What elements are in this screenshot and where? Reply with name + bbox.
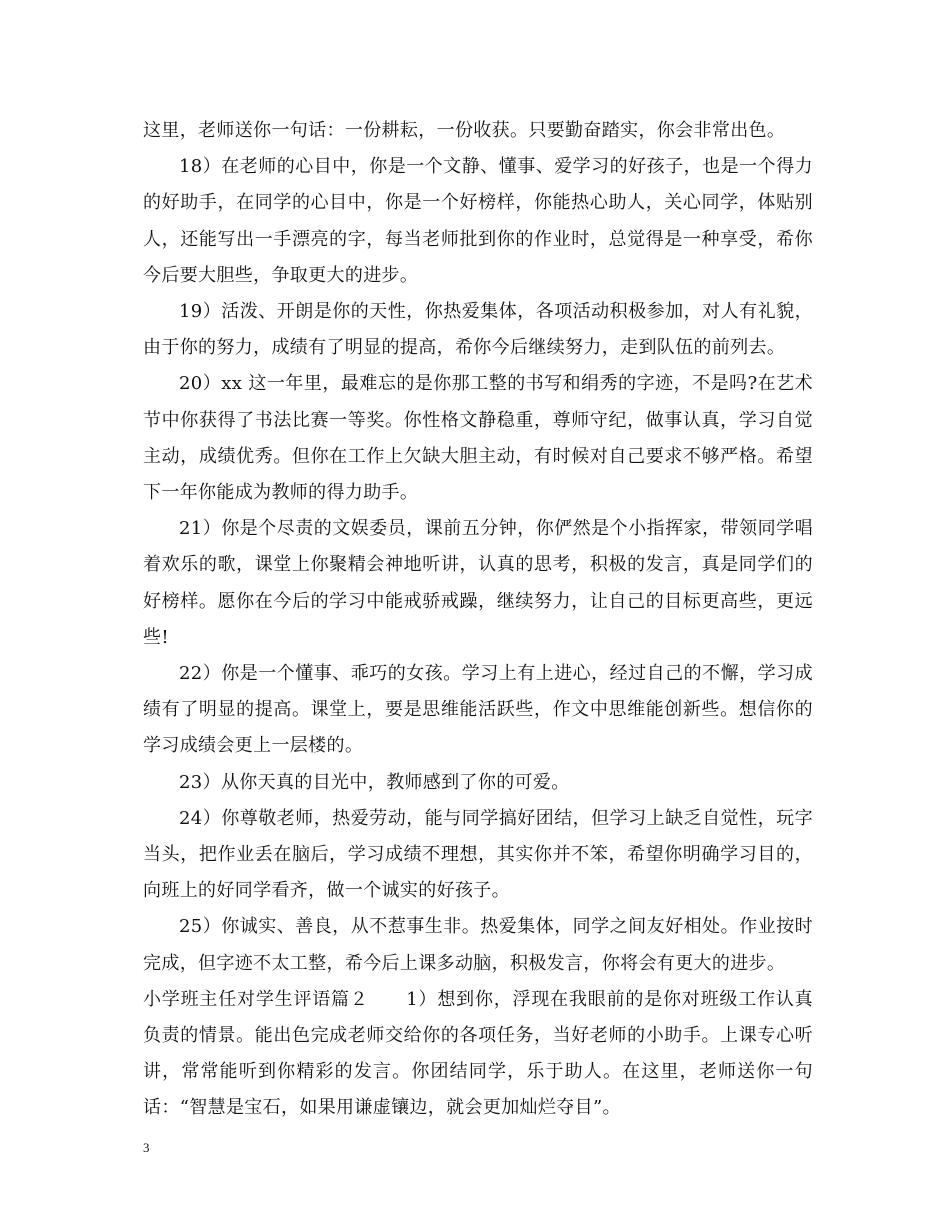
paragraph: 这里，老师送你一句话：一份耕耘，一份收获。只要勤奋踏实，你会非常出色。	[143, 120, 786, 141]
paragraph: 小学班主任对学生评语篇２ 1）想到你，浮现在我眼前的是你对班级工作认真负责的情景。能出色完成老师交给你的各项任务，当好老师的小助手。上课专心听讲，常常能听到你精彩的发言。你团结同学，乐于助人。在这里，老师送你一句话：“智慧是宝石，如果用谦虚镶边，就会更加灿烂夺目”。	[143, 988, 813, 1119]
paragraph: 20）xx 这一年里，最难忘的是你那工整的书写和绢秀的字迹，不是吗?在艺术节中你获得了书法比赛一等奖。你性格文静稳重，尊师守纪，做事认真，学习自觉主动，成绩优秀。但你在工作上欠缺大胆主动，有时候对自己要求不够严格。希望下一年你能成为教师的得力助手。	[143, 373, 813, 504]
document-body	[143, 113, 813, 1127]
paragraph: 25）你诚实、善良，从不惹事生非。热爱集体，同学之间友好相处。作业按时完成，但字迹不太工整，希今后上课多动脑，积极发言，你将会有更大的进步。	[143, 916, 813, 974]
paragraph: 23）从你天真的目光中，教师感到了你的可爱。	[179, 771, 570, 793]
paragraph: 22）你是一个懂事、乖巧的女孩。学习上有上进心，经过自己的不懈，学习成绩有了明显的提高。课堂上，要是思维能活跃些，作文中思维能创新些。想信你的学习成绩会更上一层楼的。	[143, 663, 813, 757]
paragraph: 19）活泼、开朗是你的天性，你热爱集体，各项活动积极参加，对人有礼貌，由于你的努力，成绩有了明显的提高，希你今后继续努力，走到队伍的前列去。	[143, 301, 813, 359]
page-number: 3	[143, 1140, 150, 1155]
paragraph: 24）你尊敬老师，热爱劳动，能与同学搞好团结，但学习上缺乏自觉性，玩字当头，把作业丢在脑后，学习成绩不理想，其实你并不笨，希望你明确学习目的，向班上的好同学看齐，做一个诚实的好孩子。	[143, 807, 813, 902]
paragraph: 18）在老师的心目中，你是一个文静、懂事、爱学习的好孩子，也是一个得力的好助手，在同学的心目中，你是一个好榜样，你能热心助人，关心同学，体贴别人，还能写出一手漂亮的字，每当老师批到你的作业时，总觉得是一种享受，希你今后要大胆些，争取更大的进步。	[143, 156, 813, 286]
paragraph: 21）你是个尽责的文娱委员，课前五分钟，你俨然是个小指挥家，带领同学唱着欢乐的歌，课堂上你聚精会神地听讲，认真的思考，积极的发言，真是同学们的好榜样。愿你在今后的学习中能戒骄戒躁，继续努力，让自己的目标更高些，更远些!	[143, 518, 813, 648]
